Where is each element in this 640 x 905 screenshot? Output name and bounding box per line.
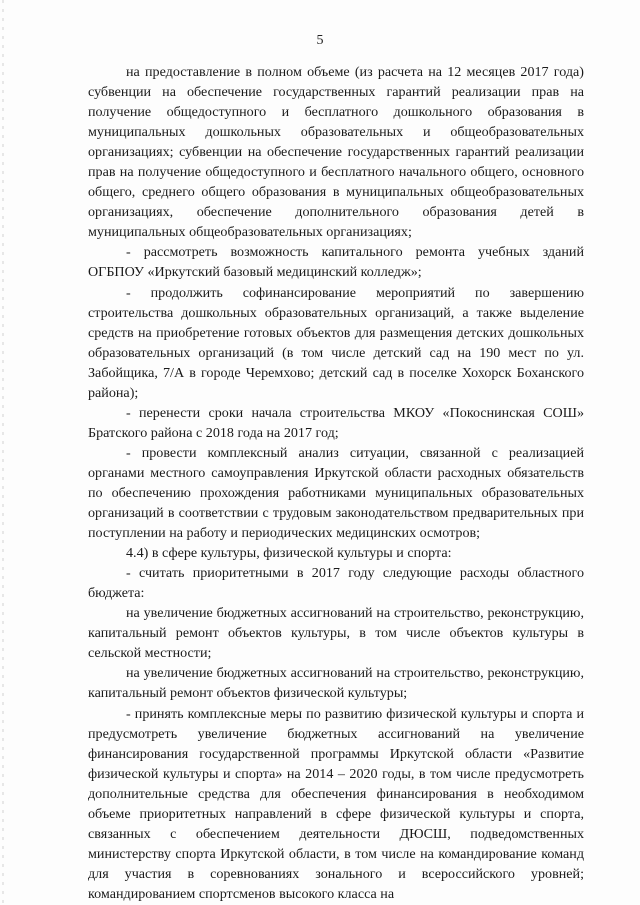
paragraph: на предоставление в полном объеме (из расчета на 12 месяцев 2017 года) субвенции на обеспечение государственных гарантий реализации прав на получение общедоступного и бесплатного дошкольного образования в муниципальных дошкольных образовательных и общеобразовательных организациях; субвенции на обеспечение государственных гарантий реализации прав на получение общедоступного и бесплатного начального общего, основного общего, среднего общего образования в муниципальных общеобразовательных организациях, обеспечение дополнительного образования детей в муниципальных общеобразовательных организациях; — [88, 64, 584, 241]
scan-edge-artifact — [2, 0, 4, 905]
paragraph: - перенести сроки начала строительства МКОУ «Покоснинская СОШ» Братского района с 2018 года на 2017 год; — [88, 404, 584, 441]
paragraph: - считать приоритетными в 2017 году следующие расходы областного бюджета: — [88, 565, 584, 602]
section-heading: 4.4) в сфере культуры, физической культуры и спорта: — [126, 545, 452, 562]
paragraph: - рассмотреть возможность капитального ремонта учебных зданий ОГБПОУ «Иркутский базовый медицинский колледж»; — [88, 244, 584, 281]
paragraph: - продолжить софинансирование мероприятий по завершению строительства дошкольных образовательных организаций, а также выделение средств на приобретение готовых объектов для размещения детских дошкольных образовательных организаций (в том числе детский сад на 190 мест по ул. Забойщика, 7/А в городе Черемхово; детский сад в поселке Хохорск Боханского района); — [88, 284, 584, 401]
paragraph: на увеличение бюджетных ассигнований на строительство, реконструкцию, капитальный ремонт объектов культуры, в том числе объектов культуры в сельской местности; — [88, 605, 584, 662]
page-number: 5 — [316, 33, 324, 48]
document-body — [88, 62, 584, 904]
paragraph: - провести комплексный анализ ситуации, связанной с реализацией органами местного самоуправления Иркутской области расходных обязательств по обеспечению прохождения работниками муниципальных образовательных организаций в соответствии с трудовым законодательством предварительных при поступлении на работу и периодических медицинских осмотров; — [88, 444, 584, 542]
paragraph: на увеличение бюджетных ассигнований на строительство, реконструкцию, капитальный ремонт объектов физической культуры; — [88, 665, 584, 702]
paragraph: - принять комплексные меры по развитию физической культуры и спорта и предусмотреть увеличение бюджетных ассигнований на увеличение финансирования государственной программы Иркутской области «Развитие физической культуры и спорта» на 2014 – 2020 годы, в том числе предусмотреть дополнительные средства для обеспечения финансирования в необходимом объеме приоритетных направлений в сфере физической культуры и спорта, связанных с обеспечением деятельности ДЮСШ, подведомственных министерству спорта Иркутской области, в том числе на командирование команд для участия в соревнованиях зонального и всероссийского уровней; командированием спортсменов высокого класса на — [88, 705, 584, 902]
